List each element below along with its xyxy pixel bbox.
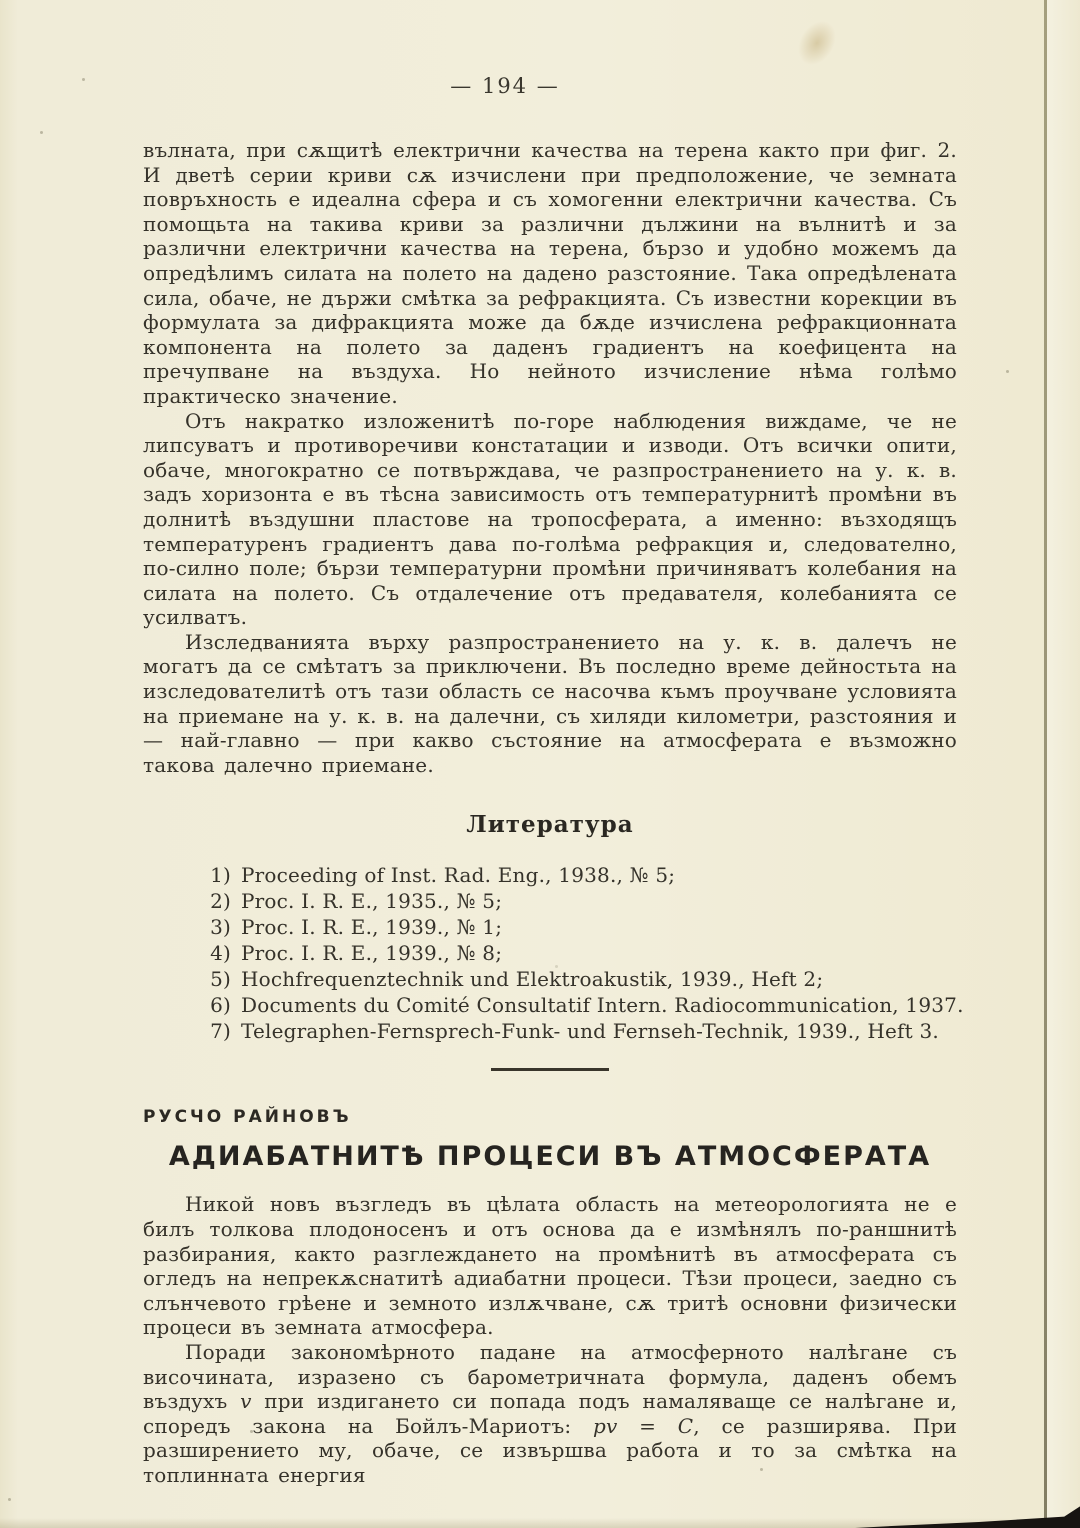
reference-text: Proc. I. R. E., 1939., № 1; — [241, 915, 503, 940]
text-run: Изследванията върху разпространението на у. к. в. далечъ не могатъ да се смѣтатъ за приключени. Въ последно време дейностьта на изследователитѣ отъ тази область се насочва къмъ проучване условията на приемане на у. к. в. на далечни, съ хиляди километри, разстояния и — най-главно — при какво състояние на атмосферата е възможно такова далечно приемане. — [143, 629, 957, 777]
reference-number: 4) — [210, 941, 231, 966]
inline-formula: pv = C — [592, 1413, 694, 1438]
article-title: АДИАБАТНИТѢ ПРОЦЕСИ ВЪ АТМОСФЕРАТА — [168, 1141, 932, 1173]
article-text-block — [143, 1192, 957, 1487]
reference-text: Proceeding of Inst. Rad. Eng., 1938., № 5; — [241, 863, 676, 888]
reference-item — [203, 1018, 957, 1044]
reference-text: Proc. I. R. E., 1935., № 5; — [241, 889, 503, 914]
reference-number: 3) — [210, 915, 231, 940]
reference-number: 6) — [210, 993, 231, 1018]
inline-formula: v — [240, 1389, 252, 1414]
reference-text: Hochfrequenztechnik und Elektroakustik, 1939., Heft 2; — [241, 967, 824, 992]
reference-item — [203, 914, 957, 940]
body-text-block — [143, 138, 957, 777]
paper-speck — [555, 965, 558, 968]
reference-item — [203, 888, 957, 914]
reference-number: 5) — [210, 967, 231, 992]
text-run: Отъ накратко изложенитѣ по-горе наблюдения виждаме, че не липсуватъ и противоречиви констатации и изводи. Отъ всички опити, обаче, многократно се потвърждава, че разпространението на у. к. в. задъ хоризонта е въ тѣсна зависимость отъ температурнитѣ промѣни въ долнитѣ въздушни пластове на тропосферата, а именно: възходящъ температуренъ градиентъ дава по-голѣма рефракция и, следователно, по-силно поле; бързи температурни промѣни причиняватъ колебания на силата на полето. Съ отдалечение отъ предавателя, колебанията се усилватъ. — [143, 408, 957, 630]
reference-item — [203, 862, 957, 888]
section-separator — [491, 1068, 609, 1071]
text-run: Поради закономѣрното падане на атмосферното налѣгане съ височината, изразено съ барометричната формула, даденъ обемъ въздухъ — [143, 1340, 957, 1414]
reference-item — [203, 966, 957, 992]
paper-speck — [250, 1430, 253, 1433]
paper-speck — [760, 1468, 763, 1471]
reference-item — [203, 992, 964, 1018]
paper-speck — [40, 131, 43, 134]
page-edge-line — [1044, 0, 1047, 1528]
text-run: при издигането си попада подъ намаляваще се налѣгане и, споредъ закона на Бойлъ-Мариотъ: — [143, 1389, 957, 1438]
paragraph — [143, 138, 957, 409]
paragraph — [143, 1192, 957, 1340]
page-number: — 194 — — [450, 74, 560, 98]
reference-number: 1) — [210, 863, 231, 888]
literature-list — [143, 862, 964, 1044]
text-run: вълната, при сѫщитѣ електрични качества на терена както при фиг. 2. И дветѣ серии криви сѫ изчислени при предположение, че земната повръхность е идеална сфера и съ хомогенни електрични качества. Съ помощьта на такива криви за различни дължини на вълнитѣ и за различни електрични качества на терена, бързо и удобно можемъ да опредѣлимъ силата на полето на дадено разстояние. Така опредѣлената сила, обаче, не държи смѣтка за рефракцията. Съ известни корекции въ формулата за дифракцията може да бѫде изчислена рефракционната компонента на полето за даденъ градиентъ на коефицента на пречупване на въздуха. Но нейното изчисление нѣма голѣмо практическо значение. — [143, 138, 957, 408]
paper-stain — [790, 14, 843, 72]
text-run: , се разширява. При разширението му, обаче, се извършва работа и то за смѣтка на топлинната енергия — [143, 1413, 957, 1487]
literature-heading: Литература — [466, 811, 634, 839]
reference-text: Documents du Comité Consultatif Intern. Radiocommunication, 1937. — [241, 993, 964, 1018]
reference-item — [203, 940, 957, 966]
reference-number: 2) — [210, 889, 231, 914]
text-run: Никой новъ възгледъ въ цѣлата область на метеорологията не е билъ толкова плодоносенъ и отъ основа да е измѣнялъ по-раншнитѣ разбирания, както разглеждането на промѣнитѣ въ атмосферата съ огледъ на непрекѫснатитѣ адиабатни процеси. Тѣзи процеси, заедно съ слънчевото грѣене и земното излѫчване, сѫ тритѣ основни физически процеси въ земната атмосфера. — [143, 1192, 957, 1340]
paragraph — [143, 630, 957, 778]
paper-speck — [82, 78, 85, 81]
paragraph — [143, 1340, 957, 1488]
paper-speck — [8, 1498, 11, 1501]
reference-text: Telegraphen-Fernsprech-Funk- und Fernseh-Technik, 1939., Heft 3. — [241, 1019, 939, 1044]
paragraph — [143, 409, 957, 630]
page-content — [143, 138, 964, 1488]
article-author: РУСЧО РАЙНОВЪ — [143, 1107, 352, 1128]
reference-text: Proc. I. R. E., 1939., № 8; — [241, 941, 503, 966]
page-edge-strip — [1047, 0, 1080, 1528]
reference-number: 7) — [210, 1019, 231, 1044]
paper-speck — [1006, 370, 1009, 373]
